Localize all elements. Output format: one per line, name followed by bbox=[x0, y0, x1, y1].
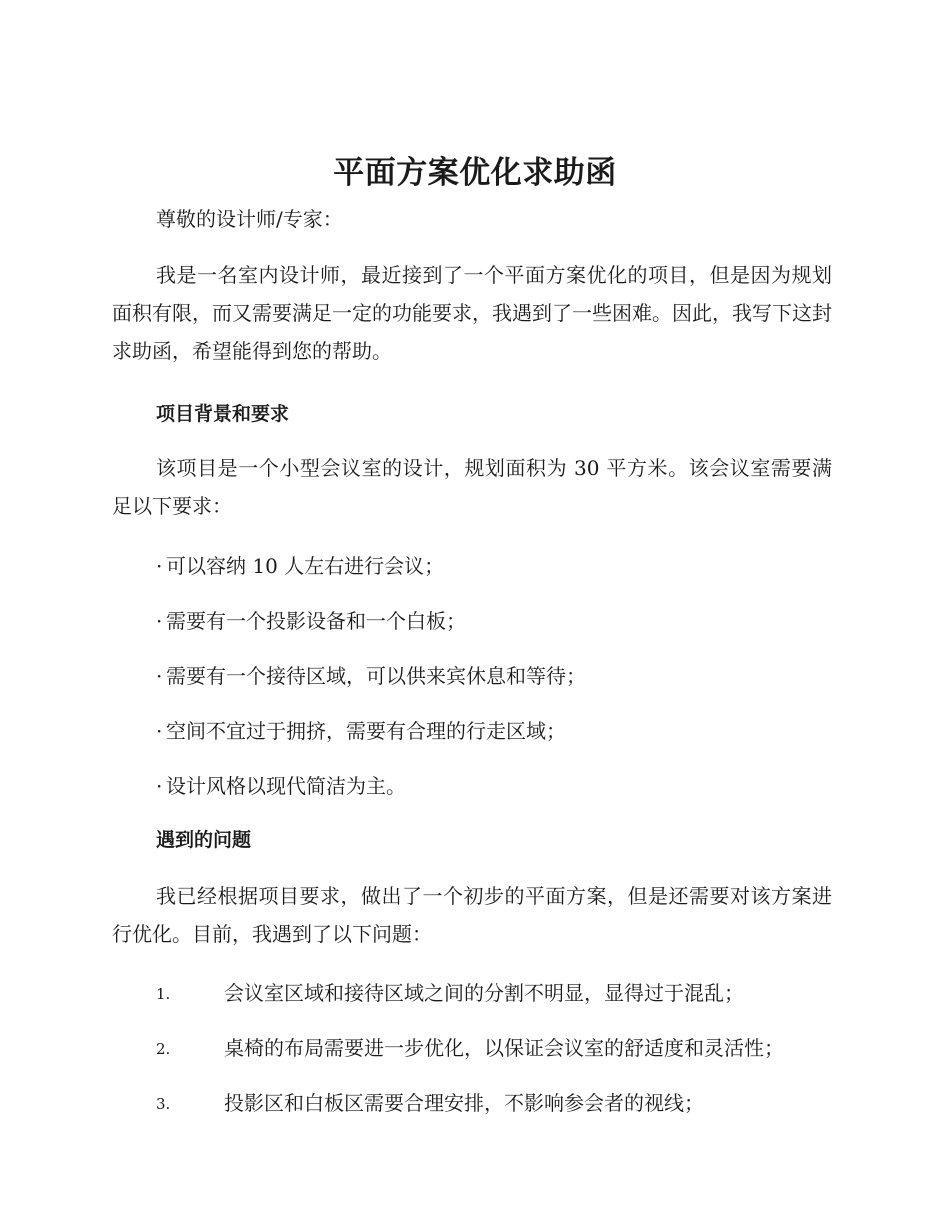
intro-paragraph: 我是一名室内设计师，最近接到了一个平面方案优化的项目，但是因为规划面积有限，而又需要满足一定的功能要求，我遇到了一些困难。因此，我写下这封求助函，希望能得到您的帮助。 bbox=[112, 263, 832, 363]
problem-number: 3. bbox=[156, 1095, 171, 1113]
background-paragraph: 该项目是一个小型会议室的设计，规划面积为 30 平方米。该会议室需要满足以下要求： bbox=[112, 456, 832, 518]
greeting: 尊敬的设计师/专家： bbox=[156, 207, 343, 231]
problem-item bbox=[156, 1088, 704, 1119]
requirement-item bbox=[156, 551, 444, 581]
problem-text: 桌椅的布局需要进一步优化，以保证会议室的舒适度和灵活性； bbox=[224, 1036, 784, 1060]
bullet-marker: · bbox=[156, 664, 163, 688]
problem-text: 投影区和白板区需要合理安排，不影响参会者的视线； bbox=[224, 1091, 704, 1115]
requirement-item bbox=[156, 661, 586, 691]
bullet-marker: · bbox=[156, 719, 163, 743]
bullet-marker: · bbox=[156, 554, 163, 578]
problem-item bbox=[156, 978, 744, 1009]
problem-text: 会议室区域和接待区域之间的分割不明显，显得过于混乱； bbox=[224, 981, 744, 1005]
bullet-marker: · bbox=[156, 774, 163, 798]
requirement-item bbox=[156, 716, 566, 746]
problem-number: 2. bbox=[156, 1040, 171, 1058]
problem-number: 1. bbox=[156, 985, 171, 1003]
problem-item bbox=[156, 1033, 784, 1064]
problems-paragraph: 我已经根据项目要求，做出了一个初步的平面方案，但是还需要对该方案进行优化。目前，我遇到了以下问题： bbox=[112, 884, 832, 946]
requirement-text: 需要有一个投影设备和一个白板； bbox=[166, 609, 466, 633]
bullet-marker: · bbox=[156, 609, 163, 633]
requirement-text: 空间不宜过于拥挤，需要有合理的行走区域； bbox=[166, 719, 566, 743]
requirement-item bbox=[156, 771, 406, 801]
requirement-item bbox=[156, 606, 466, 636]
requirement-text: 设计风格以现代简洁为主。 bbox=[166, 774, 406, 798]
requirement-text: 需要有一个接待区域，可以供来宾休息和等待； bbox=[166, 664, 586, 688]
requirement-text: 可以容纳 10 人左右进行会议； bbox=[166, 554, 445, 578]
section-heading-background: 项目背景和要求 bbox=[156, 403, 290, 425]
document-title: 平面方案优化求助函 bbox=[333, 155, 617, 191]
section-heading-problems: 遇到的问题 bbox=[156, 829, 252, 851]
